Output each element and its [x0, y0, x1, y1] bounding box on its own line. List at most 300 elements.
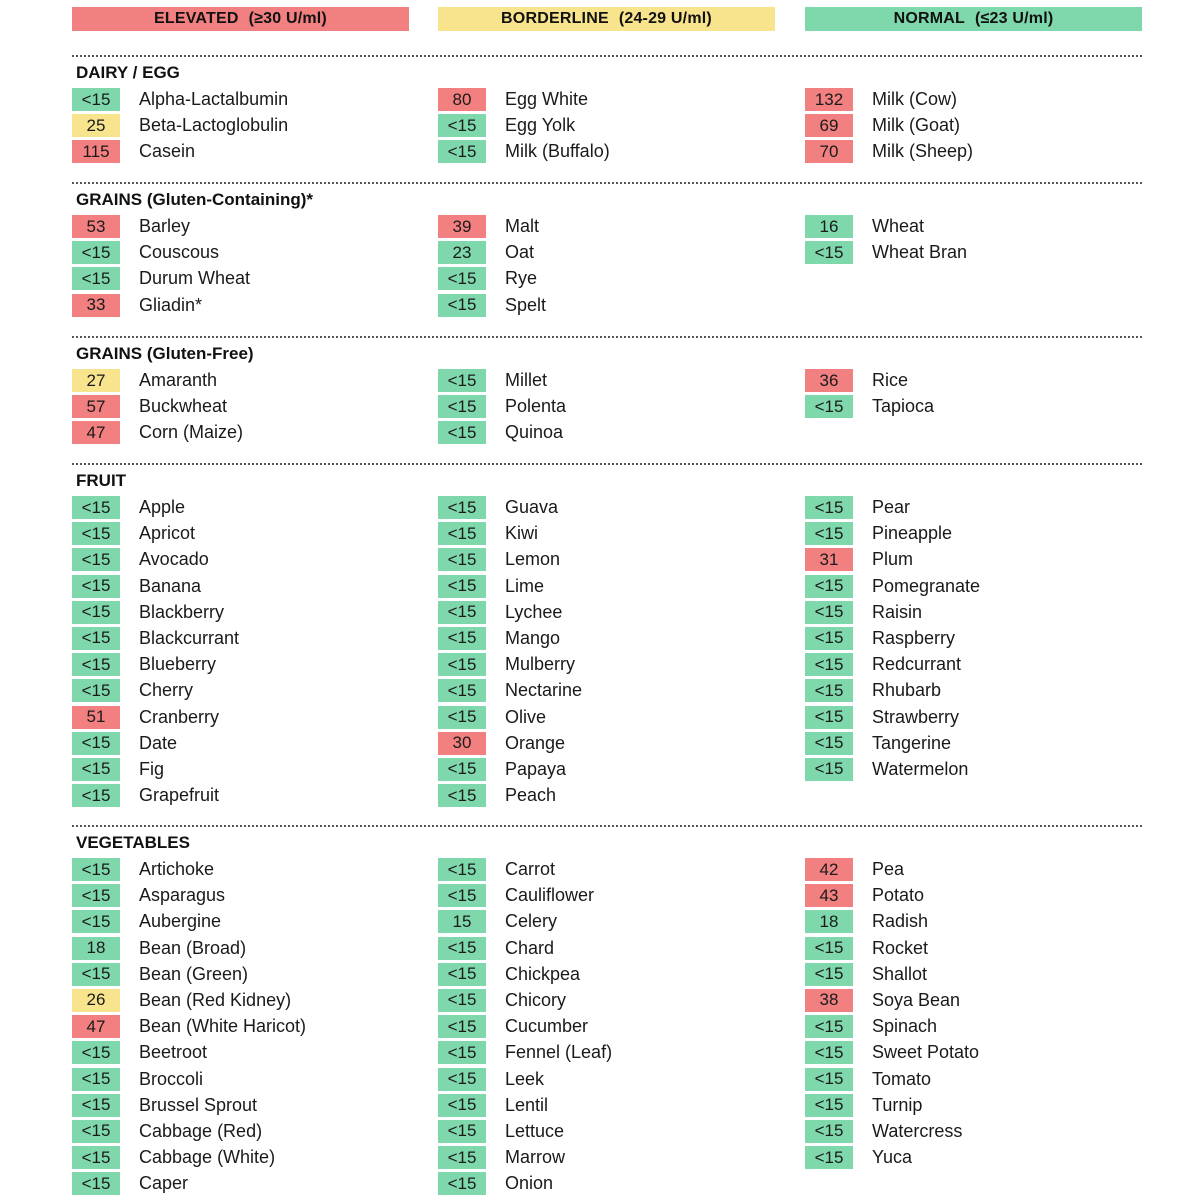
result-value-badge: <15 — [805, 575, 853, 598]
food-row — [438, 87, 758, 113]
result-value-badge: <15 — [72, 575, 120, 598]
result-value-badge: <15 — [72, 496, 120, 519]
result-value-badge: <15 — [72, 784, 120, 807]
food-name: Turnip — [872, 1094, 923, 1115]
result-value-badge: <15 — [805, 1041, 853, 1064]
food-name: Olive — [505, 706, 547, 727]
result-value-badge: 23 — [438, 241, 486, 264]
result-value-badge: 115 — [72, 140, 120, 163]
food-name: Polenta — [505, 396, 567, 417]
food-name: Yuca — [872, 1147, 913, 1168]
food-row — [72, 1040, 392, 1066]
food-name: Orange — [505, 732, 566, 753]
result-value-badge: <15 — [438, 1172, 486, 1195]
food-name: Amaranth — [139, 370, 218, 390]
result-value-badge: <15 — [72, 858, 120, 881]
food-row — [805, 521, 1125, 547]
food-name: Egg Yolk — [505, 115, 576, 136]
column-borderline — [438, 87, 758, 166]
result-value-badge: 47 — [72, 1015, 120, 1038]
result-value-badge: <15 — [72, 1068, 120, 1091]
result-value-badge: <15 — [805, 496, 853, 519]
food-row — [438, 783, 758, 809]
food-name: Corn (Maize) — [139, 422, 244, 443]
food-name: Bean (Green) — [139, 963, 249, 984]
food-name: Apricot — [139, 523, 196, 544]
food-name: Spelt — [505, 294, 547, 315]
food-name: Lychee — [505, 601, 563, 622]
food-row — [805, 678, 1125, 704]
food-row — [438, 652, 758, 678]
food-name: Avocado — [139, 549, 209, 570]
food-row — [72, 678, 392, 704]
food-name: Wheat — [872, 216, 925, 236]
food-name: Tomato — [872, 1068, 932, 1089]
food-row — [438, 757, 758, 783]
food-row — [438, 600, 758, 626]
food-row — [438, 936, 758, 962]
food-name: Watermelon — [872, 758, 969, 779]
food-row — [72, 731, 392, 757]
food-name: Gliadin* — [139, 294, 203, 315]
food-row — [438, 731, 758, 757]
food-name: Pomegranate — [872, 575, 981, 596]
result-value-badge: 36 — [805, 369, 853, 392]
food-name: Fennel (Leaf) — [505, 1042, 613, 1063]
result-value-badge: <15 — [438, 114, 486, 137]
food-row — [72, 883, 392, 909]
food-name: Rice — [872, 370, 909, 390]
food-name: Onion — [505, 1173, 554, 1194]
food-name: Pea — [872, 859, 905, 879]
column-elevated — [72, 495, 392, 809]
result-value-badge: <15 — [72, 653, 120, 676]
result-value-badge: <15 — [438, 963, 486, 986]
food-row — [805, 240, 1125, 266]
food-name: Buckwheat — [139, 396, 228, 417]
food-row — [72, 214, 392, 240]
food-name: Chard — [505, 937, 555, 958]
food-row — [438, 988, 758, 1014]
food-name: Watercress — [872, 1120, 963, 1141]
food-name: Raspberry — [872, 627, 956, 648]
legend-borderline-range: (24-29 U/ml) — [618, 10, 712, 27]
food-name: Peach — [505, 785, 557, 806]
food-name: Broccoli — [139, 1068, 204, 1089]
result-value-badge: 39 — [438, 215, 486, 238]
food-row — [438, 1119, 758, 1145]
food-name: Cabbage (White) — [139, 1147, 276, 1168]
food-name: Tapioca — [872, 396, 935, 417]
result-value-badge: 30 — [438, 732, 486, 755]
result-value-badge: <15 — [72, 88, 120, 111]
food-row — [438, 547, 758, 573]
result-value-badge: <15 — [438, 858, 486, 881]
food-row — [805, 1014, 1125, 1040]
result-value-badge: 42 — [805, 858, 853, 881]
result-value-badge: 26 — [72, 989, 120, 1012]
food-name: Apple — [139, 497, 186, 517]
result-value-badge: 43 — [805, 884, 853, 907]
food-row — [438, 1040, 758, 1066]
food-row — [438, 1014, 758, 1040]
food-row — [438, 368, 758, 394]
result-value-badge: <15 — [805, 653, 853, 676]
food-name: Wheat Bran — [872, 242, 968, 263]
food-row — [72, 266, 392, 292]
food-row — [72, 1145, 392, 1171]
result-value-badge: 18 — [72, 937, 120, 960]
result-value-badge: <15 — [805, 937, 853, 960]
food-row — [438, 420, 758, 446]
result-value-badge: 53 — [72, 215, 120, 238]
result-value-badge: 132 — [805, 88, 853, 111]
food-name: Shallot — [872, 963, 928, 984]
result-value-badge: <15 — [805, 758, 853, 781]
section-divider — [72, 336, 1142, 338]
food-name: Blueberry — [139, 654, 217, 675]
result-value-badge: <15 — [72, 267, 120, 290]
result-value-badge: <15 — [805, 1068, 853, 1091]
result-value-badge: <15 — [438, 1068, 486, 1091]
food-row — [805, 87, 1125, 113]
result-value-badge: <15 — [805, 522, 853, 545]
food-name: Mango — [505, 627, 561, 648]
result-value-badge: 16 — [805, 215, 853, 238]
result-value-badge: <15 — [438, 575, 486, 598]
food-row — [805, 1119, 1125, 1145]
food-name: Radish — [872, 911, 929, 932]
food-name: Cauliflower — [505, 885, 595, 906]
food-name: Bean (Red Kidney) — [139, 989, 292, 1010]
food-name: Lemon — [505, 549, 561, 570]
result-value-badge: <15 — [438, 937, 486, 960]
food-name: Raisin — [872, 601, 923, 622]
food-row — [438, 394, 758, 420]
food-name: Kiwi — [505, 523, 539, 544]
food-row — [72, 240, 392, 266]
food-row — [438, 857, 758, 883]
section-title: VEGETABLES — [76, 833, 190, 852]
food-row — [805, 495, 1125, 521]
column-elevated — [72, 214, 392, 319]
food-row — [805, 988, 1125, 1014]
food-row — [72, 368, 392, 394]
food-row — [438, 1171, 758, 1197]
result-value-badge: 70 — [805, 140, 853, 163]
food-row — [805, 214, 1125, 240]
food-name: Guava — [505, 497, 559, 517]
food-name: Lettuce — [505, 1120, 565, 1141]
result-value-badge: <15 — [805, 1120, 853, 1143]
food-name: Papaya — [505, 758, 567, 779]
food-row — [438, 678, 758, 704]
result-value-badge: <15 — [805, 1015, 853, 1038]
result-value-badge: <15 — [805, 601, 853, 624]
result-value-badge: <15 — [438, 1146, 486, 1169]
food-row — [72, 394, 392, 420]
food-name: Cranberry — [139, 706, 220, 727]
column-elevated — [72, 368, 392, 447]
food-row — [438, 495, 758, 521]
result-value-badge: <15 — [72, 1094, 120, 1117]
food-row — [72, 87, 392, 113]
food-row — [72, 909, 392, 935]
food-name: Fig — [139, 758, 165, 779]
result-value-badge: <15 — [72, 1120, 120, 1143]
result-value-badge: <15 — [805, 241, 853, 264]
food-row — [438, 883, 758, 909]
result-value-badge: <15 — [72, 548, 120, 571]
section-divider — [72, 463, 1142, 465]
food-name: Cherry — [139, 680, 194, 701]
food-name: Sweet Potato — [872, 1042, 980, 1063]
food-row — [72, 1171, 392, 1197]
food-row — [72, 652, 392, 678]
food-row — [805, 757, 1125, 783]
result-value-badge: <15 — [72, 758, 120, 781]
result-value-badge: <15 — [438, 989, 486, 1012]
food-row — [805, 368, 1125, 394]
column-normal — [805, 857, 1125, 1171]
food-row — [438, 521, 758, 547]
result-value-badge: <15 — [438, 294, 486, 317]
food-name: Mulberry — [505, 654, 576, 675]
food-row — [72, 936, 392, 962]
result-value-badge: <15 — [438, 1041, 486, 1064]
result-value-badge: <15 — [438, 758, 486, 781]
column-normal — [805, 495, 1125, 783]
result-value-badge: <15 — [438, 884, 486, 907]
food-name: Blackcurrant — [139, 627, 240, 648]
food-name: Date — [139, 732, 178, 753]
result-value-badge: <15 — [805, 963, 853, 986]
column-normal — [805, 87, 1125, 166]
food-name: Marrow — [505, 1147, 566, 1168]
food-name: Beta-Lactoglobulin — [139, 115, 289, 136]
food-row — [72, 521, 392, 547]
result-value-badge: <15 — [438, 653, 486, 676]
result-value-badge: <15 — [438, 369, 486, 392]
column-borderline — [438, 214, 758, 319]
food-row — [805, 705, 1125, 731]
result-value-badge: <15 — [72, 241, 120, 264]
result-value-badge: <15 — [438, 140, 486, 163]
food-row — [72, 113, 392, 139]
food-row — [438, 962, 758, 988]
food-row — [438, 113, 758, 139]
food-name: Barley — [139, 216, 191, 236]
result-value-badge: <15 — [438, 601, 486, 624]
food-row — [72, 1067, 392, 1093]
food-name: Milk (Buffalo) — [505, 141, 610, 162]
result-value-badge: <15 — [805, 395, 853, 418]
food-name: Casein — [139, 141, 196, 162]
food-name: Egg White — [505, 89, 589, 109]
food-row — [805, 731, 1125, 757]
food-name: Brussel Sprout — [139, 1094, 258, 1115]
result-value-badge: 25 — [72, 114, 120, 137]
food-name: Potato — [872, 885, 925, 906]
food-row — [72, 705, 392, 731]
result-value-badge: 27 — [72, 369, 120, 392]
food-row — [72, 293, 392, 319]
food-name: Caper — [139, 1173, 189, 1194]
food-row — [72, 857, 392, 883]
food-row — [805, 1040, 1125, 1066]
result-value-badge: <15 — [805, 706, 853, 729]
section-divider — [72, 182, 1142, 184]
food-name: Blackberry — [139, 601, 225, 622]
result-value-badge: <15 — [438, 267, 486, 290]
food-row — [805, 1093, 1125, 1119]
food-row — [72, 1093, 392, 1119]
section-title: GRAINS (Gluten-Free) — [76, 344, 254, 363]
legend-normal-label: NORMAL — [893, 10, 966, 27]
result-value-badge: 38 — [805, 989, 853, 1012]
result-value-badge: <15 — [438, 496, 486, 519]
food-row — [805, 652, 1125, 678]
food-row — [438, 705, 758, 731]
food-name: Aubergine — [139, 911, 222, 932]
result-value-badge: <15 — [72, 963, 120, 986]
result-value-badge: <15 — [438, 1094, 486, 1117]
result-value-badge: <15 — [72, 1041, 120, 1064]
food-row — [805, 574, 1125, 600]
food-row — [438, 1093, 758, 1119]
section-divider — [72, 825, 1142, 827]
food-name: Carrot — [505, 859, 556, 879]
result-value-badge: <15 — [72, 627, 120, 650]
food-name: Alpha-Lactalbumin — [139, 89, 289, 109]
food-row — [72, 574, 392, 600]
section-divider — [72, 55, 1142, 57]
food-name: Pear — [872, 497, 911, 517]
food-row — [72, 783, 392, 809]
column-normal — [805, 214, 1125, 266]
food-row — [72, 495, 392, 521]
legend-elevated-label: ELEVATED — [154, 10, 239, 27]
food-row — [805, 962, 1125, 988]
food-name: Tangerine — [872, 732, 952, 753]
food-name: Milk (Sheep) — [872, 141, 974, 162]
food-row — [438, 139, 758, 165]
result-value-badge: <15 — [72, 732, 120, 755]
column-borderline — [438, 368, 758, 447]
food-row — [805, 909, 1125, 935]
result-value-badge: <15 — [805, 1146, 853, 1169]
result-value-badge: <15 — [72, 601, 120, 624]
food-name: Rye — [505, 268, 538, 289]
food-row — [805, 626, 1125, 652]
food-name: Durum Wheat — [139, 268, 251, 289]
legend-normal-range: (≤23 U/ml) — [975, 10, 1054, 27]
result-value-badge: <15 — [805, 732, 853, 755]
result-value-badge: <15 — [438, 395, 486, 418]
result-value-badge: <15 — [438, 522, 486, 545]
result-value-badge: <15 — [805, 1094, 853, 1117]
section-title: FRUIT — [76, 471, 127, 490]
column-normal — [805, 368, 1125, 420]
food-row — [72, 547, 392, 573]
food-name: Leek — [505, 1068, 545, 1089]
food-name: Milk (Goat) — [872, 115, 961, 136]
food-row — [72, 988, 392, 1014]
food-row — [72, 757, 392, 783]
food-row — [72, 962, 392, 988]
food-row — [805, 113, 1125, 139]
result-value-badge: <15 — [72, 884, 120, 907]
food-name: Nectarine — [505, 680, 583, 701]
result-value-badge: 57 — [72, 395, 120, 418]
legend-borderline-label: BORDERLINE — [501, 10, 609, 27]
result-value-badge: <15 — [72, 1146, 120, 1169]
food-row — [438, 240, 758, 266]
food-name: Soya Bean — [872, 989, 961, 1010]
column-borderline — [438, 857, 758, 1197]
result-value-badge: <15 — [438, 1120, 486, 1143]
food-name: Bean (Broad) — [139, 937, 247, 958]
food-row — [805, 394, 1125, 420]
result-value-badge: <15 — [438, 706, 486, 729]
food-name: Banana — [139, 575, 202, 596]
food-name: Grapefruit — [139, 785, 220, 806]
food-row — [805, 1145, 1125, 1171]
food-name: Rocket — [872, 937, 929, 958]
food-row — [72, 600, 392, 626]
result-value-badge: <15 — [72, 522, 120, 545]
result-value-badge: <15 — [438, 679, 486, 702]
result-value-badge: <15 — [805, 627, 853, 650]
food-name: Malt — [505, 216, 540, 236]
food-row — [72, 1119, 392, 1145]
result-value-badge: <15 — [438, 1015, 486, 1038]
food-name: Artichoke — [139, 859, 215, 879]
section-title: DAIRY / EGG — [76, 63, 180, 82]
food-name: Couscous — [139, 242, 220, 263]
food-row — [438, 293, 758, 319]
food-name: Strawberry — [872, 706, 960, 727]
food-name: Quinoa — [505, 422, 564, 443]
legend-elevated-range: (≥30 U/ml) — [248, 10, 327, 27]
result-value-badge: <15 — [72, 679, 120, 702]
result-value-badge: 80 — [438, 88, 486, 111]
food-row — [438, 1145, 758, 1171]
food-name: Cabbage (Red) — [139, 1120, 263, 1141]
food-row — [805, 600, 1125, 626]
result-value-badge: <15 — [438, 627, 486, 650]
food-name: Chicory — [505, 989, 567, 1010]
result-value-badge: <15 — [438, 548, 486, 571]
food-name: Celery — [505, 911, 558, 932]
food-name: Rhubarb — [872, 680, 942, 701]
food-row — [805, 139, 1125, 165]
food-row — [438, 574, 758, 600]
food-row — [438, 214, 758, 240]
result-value-badge: 51 — [72, 706, 120, 729]
food-row — [72, 1014, 392, 1040]
food-name: Lentil — [505, 1094, 549, 1115]
food-name: Bean (White Haricot) — [139, 1016, 307, 1037]
food-row — [72, 420, 392, 446]
result-value-badge: 33 — [72, 294, 120, 317]
food-row — [805, 547, 1125, 573]
food-name: Chickpea — [505, 963, 581, 984]
food-name: Lime — [505, 575, 545, 596]
food-name: Oat — [505, 242, 535, 263]
food-row — [438, 909, 758, 935]
result-value-badge: 69 — [805, 114, 853, 137]
